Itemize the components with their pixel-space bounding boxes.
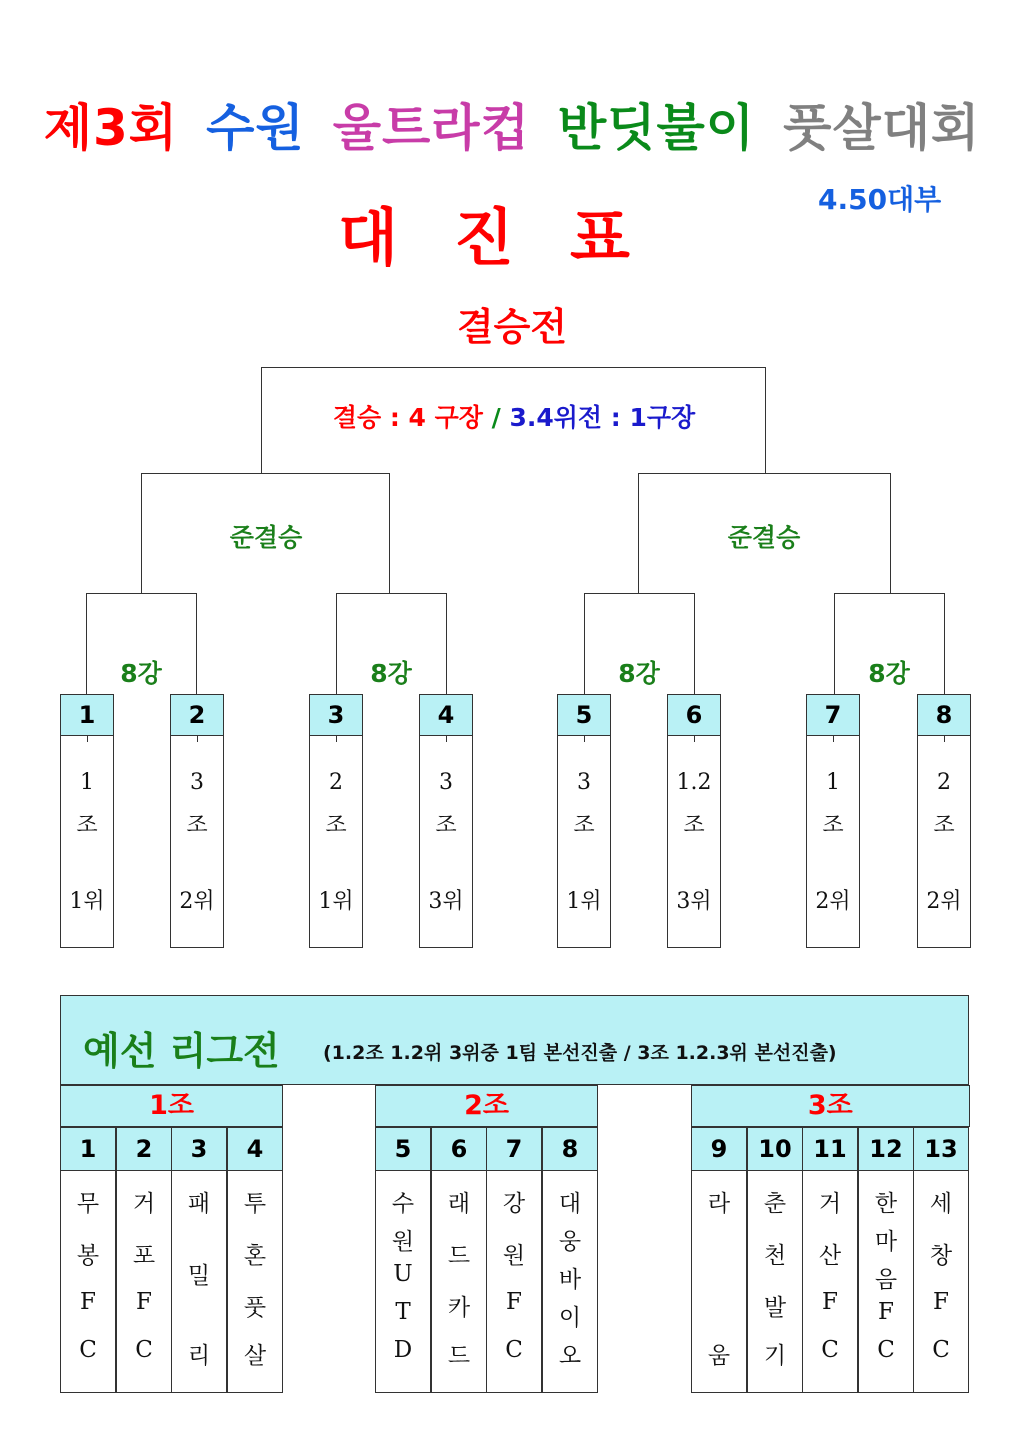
team-name-char: 카 xyxy=(447,1295,471,1321)
title-part-3: 울트라컵 xyxy=(332,99,530,157)
team-number: 4 xyxy=(227,1127,283,1171)
team-name-char: 기 xyxy=(763,1343,787,1369)
team-name xyxy=(858,1171,914,1393)
seed-group-suffix: 조 xyxy=(573,813,595,838)
team-name-char: 패 xyxy=(187,1191,211,1217)
team-name-char: 원 xyxy=(391,1229,415,1255)
team-name xyxy=(747,1171,803,1393)
seed-rank: 3위 xyxy=(428,889,464,914)
bracket-slot-number: 5 xyxy=(557,694,611,736)
team-name-char: 움 xyxy=(707,1343,731,1369)
bracket-slot-number: 1 xyxy=(60,694,114,736)
team-number: 13 xyxy=(913,1127,969,1171)
team-name-char: 리 xyxy=(187,1343,211,1369)
slot-tick xyxy=(336,736,337,742)
bracket-line xyxy=(694,593,695,695)
team-name-char: F xyxy=(822,1289,838,1315)
seed-group-number: 2 xyxy=(937,770,951,795)
team-name-char: 혼 xyxy=(243,1243,267,1269)
team-name-char: 천 xyxy=(763,1243,787,1269)
group-label: 1조 xyxy=(60,1085,283,1127)
team-name-char: 원 xyxy=(502,1243,526,1269)
bracket-slot-number: 7 xyxy=(806,694,860,736)
bracket-slot-seed xyxy=(309,736,363,948)
team-name-char: U xyxy=(393,1261,413,1287)
team-name xyxy=(60,1171,116,1393)
bracket-line xyxy=(261,367,766,368)
team-name-char: 투 xyxy=(243,1191,267,1217)
seed-group-number: 1 xyxy=(80,770,94,795)
team-name-char: 봉 xyxy=(76,1243,100,1269)
team-name-char: F xyxy=(933,1289,949,1315)
team-number: 12 xyxy=(858,1127,914,1171)
seed-group-suffix: 조 xyxy=(186,813,208,838)
team-number: 6 xyxy=(431,1127,487,1171)
semi-final-label-left: 준결승 xyxy=(229,523,303,552)
semi-final-label-right: 준결승 xyxy=(727,523,801,552)
seed-group-suffix: 조 xyxy=(822,813,844,838)
bracket-slot-number: 3 xyxy=(309,694,363,736)
bracket-line xyxy=(86,593,197,594)
bracket-line xyxy=(944,593,945,695)
team-name xyxy=(375,1171,431,1393)
team-name-char: F xyxy=(80,1289,96,1315)
title-part-4: 반딧불이 xyxy=(557,99,756,157)
team-name-char: 래 xyxy=(447,1191,471,1217)
team-name-char: 오 xyxy=(558,1343,582,1369)
slot-tick xyxy=(944,736,945,742)
team-name-char: 산 xyxy=(818,1243,842,1269)
seed-rank: 1위 xyxy=(566,889,602,914)
team-name xyxy=(116,1171,172,1393)
seed-group-suffix: 조 xyxy=(933,813,955,838)
team-name xyxy=(802,1171,858,1393)
team-name xyxy=(486,1171,542,1393)
team-name-char: 드 xyxy=(447,1243,471,1269)
bracket-line xyxy=(141,473,390,474)
seed-rank: 2위 xyxy=(179,889,215,914)
league-title: 예선 리그전 xyxy=(83,1029,280,1073)
team-name-char: 대 xyxy=(558,1191,582,1217)
quarter-final-label-4: 8강 xyxy=(868,659,910,688)
slot-tick xyxy=(833,736,834,742)
team-number: 2 xyxy=(116,1127,172,1171)
bracket-slot-seed xyxy=(806,736,860,948)
bracket-slot-seed xyxy=(557,736,611,948)
title-part-2: 수원 xyxy=(206,99,305,157)
slot-tick xyxy=(584,736,585,742)
team-name-char: 드 xyxy=(447,1343,471,1369)
team-number: 8 xyxy=(542,1127,598,1171)
team-number: 7 xyxy=(486,1127,542,1171)
bracket-slot-seed xyxy=(170,736,224,948)
seed-rank: 1위 xyxy=(318,889,354,914)
bracket-line xyxy=(584,593,695,594)
team-name-char: 살 xyxy=(243,1343,267,1369)
bracket-line xyxy=(890,473,891,594)
bracket-line xyxy=(261,367,262,474)
bracket-slot-number: 4 xyxy=(419,694,473,736)
bracket-slot-seed xyxy=(667,736,721,948)
team-number: 11 xyxy=(802,1127,858,1171)
team-name-char: 세 xyxy=(929,1191,953,1217)
team-name-char: C xyxy=(79,1337,97,1363)
team-number: 1 xyxy=(60,1127,116,1171)
seed-group-number: 2 xyxy=(329,770,343,795)
team-name-char: 이 xyxy=(558,1305,582,1331)
group-label: 3조 xyxy=(691,1085,970,1127)
bracket-slot-number: 8 xyxy=(917,694,971,736)
team-name xyxy=(227,1171,283,1393)
team-name-char: 마 xyxy=(874,1229,898,1255)
team-name-char: 거 xyxy=(818,1191,842,1217)
slot-tick xyxy=(446,736,447,742)
bracket-title: 대진표 xyxy=(338,201,686,274)
team-number: 10 xyxy=(747,1127,803,1171)
final-title: 결승전 xyxy=(456,305,568,349)
team-name-char: 바 xyxy=(558,1267,582,1293)
team-name xyxy=(691,1171,747,1393)
team-name-char: 발 xyxy=(763,1295,787,1321)
team-name-char: 한 xyxy=(874,1191,898,1217)
third-place-venue: 3.4위전 : 1구장 xyxy=(509,403,696,432)
quarter-final-label-2: 8강 xyxy=(370,659,412,688)
team-name-char: F xyxy=(878,1299,894,1325)
bracket-line xyxy=(834,593,945,594)
team-name-char: 춘 xyxy=(763,1191,787,1217)
title-part-1: 제3회 xyxy=(43,99,179,157)
seed-rank: 3위 xyxy=(676,889,712,914)
quarter-final-label-1: 8강 xyxy=(120,659,162,688)
bracket-slot-seed xyxy=(60,736,114,948)
team-name xyxy=(171,1171,227,1393)
team-name-char: 풋 xyxy=(243,1295,267,1321)
seed-group-suffix: 조 xyxy=(325,813,347,838)
slot-tick xyxy=(87,736,88,742)
team-name xyxy=(913,1171,969,1393)
session-label: 4.50대부 xyxy=(818,183,942,216)
team-name-char: F xyxy=(136,1289,152,1315)
seed-group-suffix: 조 xyxy=(435,813,457,838)
team-name-char: F xyxy=(506,1289,522,1315)
bracket-line xyxy=(638,473,891,474)
team-name-char: C xyxy=(505,1337,523,1363)
seed-group-number: 3 xyxy=(439,770,453,795)
team-name-char: 강 xyxy=(502,1191,526,1217)
team-name-char: C xyxy=(932,1337,950,1363)
tournament-title xyxy=(0,88,1024,160)
team-name xyxy=(431,1171,487,1393)
team-number: 3 xyxy=(171,1127,227,1171)
slot-tick xyxy=(197,736,198,742)
bracket-line xyxy=(765,367,766,474)
league-header xyxy=(60,995,969,1085)
team-name-char: 음 xyxy=(874,1267,898,1293)
title-part-5: 풋살대회 xyxy=(783,99,981,157)
team-name-char: C xyxy=(135,1337,153,1363)
league-note: (1.2조 1.2위 3위중 1팀 본선진출 / 3조 1.2.3위 본선진출) xyxy=(323,1042,837,1064)
team-number: 9 xyxy=(691,1127,747,1171)
team-name-char: D xyxy=(393,1337,413,1363)
seed-rank: 2위 xyxy=(926,889,962,914)
team-name-char: 무 xyxy=(76,1191,100,1217)
bracket-slot-seed xyxy=(917,736,971,948)
team-name-char: C xyxy=(877,1337,895,1363)
slot-tick xyxy=(694,736,695,742)
team-name-char: 수 xyxy=(391,1191,415,1217)
bracket-line xyxy=(446,593,447,695)
seed-group-number: 3 xyxy=(190,770,204,795)
seed-group-suffix: 조 xyxy=(76,813,98,838)
bracket-line xyxy=(336,593,447,594)
team-name-char: T xyxy=(395,1299,411,1325)
team-name-char: 라 xyxy=(707,1191,731,1217)
seed-rank: 1위 xyxy=(69,889,105,914)
team-number: 5 xyxy=(375,1127,431,1171)
final-venue-info xyxy=(262,398,766,434)
team-name-char: 거 xyxy=(132,1191,156,1217)
seed-group-number: 3 xyxy=(577,770,591,795)
group-label: 2조 xyxy=(375,1085,598,1127)
bracket-line xyxy=(196,593,197,695)
team-name-char: 웅 xyxy=(558,1229,582,1255)
seed-rank: 2위 xyxy=(815,889,851,914)
team-name-char: 창 xyxy=(929,1243,953,1269)
bracket-slot-number: 6 xyxy=(667,694,721,736)
quarter-final-label-3: 8강 xyxy=(618,659,660,688)
team-name-char: C xyxy=(821,1337,839,1363)
final-venue: 결승 : 4 구장 xyxy=(332,403,483,432)
team-name xyxy=(542,1171,598,1393)
bracket-slot-seed xyxy=(419,736,473,948)
seed-group-number: 1 xyxy=(826,770,840,795)
seed-group-suffix: 조 xyxy=(683,813,705,838)
bracket-slot-number: 2 xyxy=(170,694,224,736)
team-name-char: 포 xyxy=(132,1243,156,1269)
seed-group-number: 1.2 xyxy=(676,770,712,795)
team-name-char: 밀 xyxy=(187,1263,211,1289)
venue-separator: / xyxy=(482,403,510,432)
